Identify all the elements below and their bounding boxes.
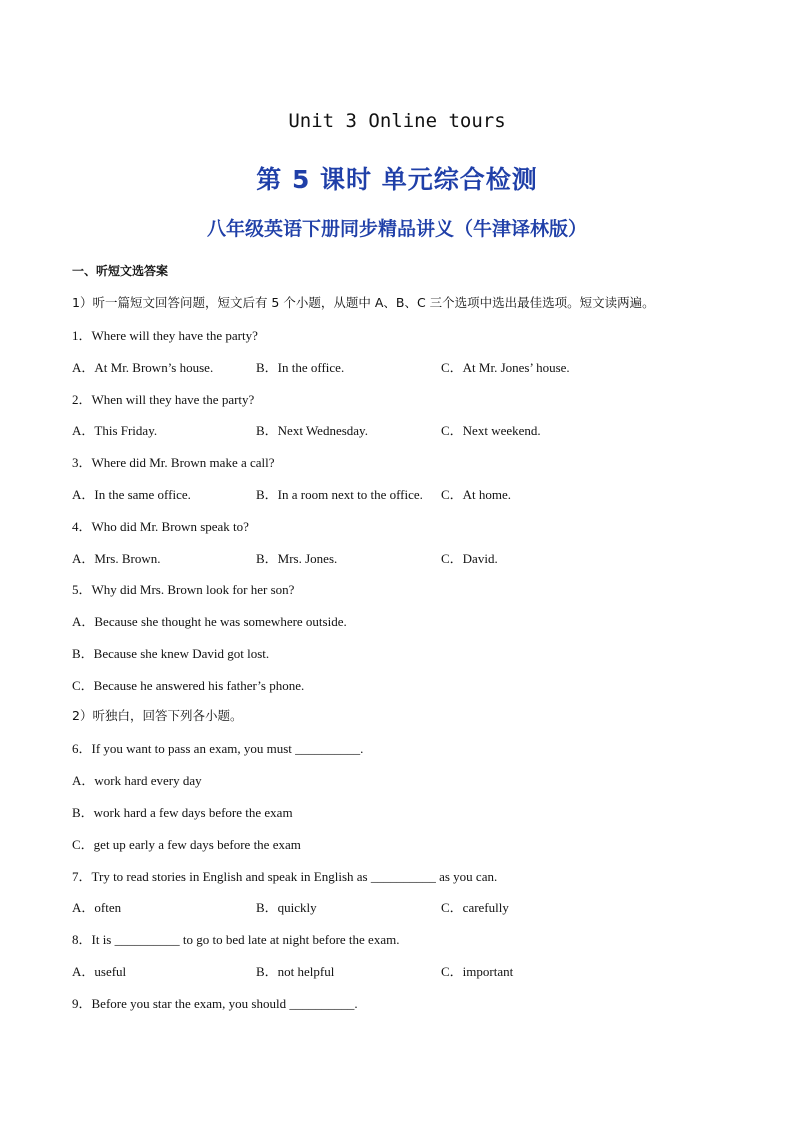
question-3-option-c: C．At home. xyxy=(441,487,512,502)
question-2-option-a: A．This Friday. xyxy=(72,423,158,438)
question-6-option-a: A．work hard every day xyxy=(72,773,202,788)
lesson-title: 第 5 课时 单元综合检测 xyxy=(256,165,538,194)
unit-title: Unit 3 Online tours xyxy=(288,110,506,132)
question-2-option-b: B．Next Wednesday. xyxy=(256,423,368,438)
question-8-option-b: B．not helpful xyxy=(256,964,335,979)
question-7-option-c: C．carefully xyxy=(441,900,509,915)
question-4-option-b: B．Mrs. Jones. xyxy=(256,551,338,566)
question-5-option-c: C．Because he answered his father’s phone. xyxy=(72,678,305,693)
question-8-option-c: C．important xyxy=(441,964,514,979)
question-2-stem: 2．When will they have the party? xyxy=(72,392,255,407)
question-6-option-c: C．get up early a few days before the exam xyxy=(72,837,301,852)
section-heading-listening: 一、听短文选答案 xyxy=(72,264,169,278)
question-6-stem: 6．If you want to pass an exam, you must __________. xyxy=(72,741,364,756)
question-7-option-b: B．quickly xyxy=(256,900,317,915)
question-9-stem: 9．Before you star the exam, you should __________. xyxy=(72,996,358,1011)
question-1-option-a: A．At Mr. Brown’s house. xyxy=(72,360,214,375)
part2-instruction: 2）听独白，回答下列各小题。 xyxy=(72,708,243,723)
question-1-option-c: C．At Mr. Jones’ house. xyxy=(441,360,570,375)
question-5-stem: 5．Why did Mrs. Brown look for her son? xyxy=(72,582,295,597)
question-5-option-b: B．Because she knew David got lost. xyxy=(72,646,270,661)
question-7-stem: 7．Try to read stories in English and speak in English as __________ as you can. xyxy=(72,869,498,884)
question-1-stem: 1．Where will they have the party? xyxy=(72,328,258,343)
question-3-option-a: A．In the same office. xyxy=(72,487,191,502)
question-3-option-b: B．In a room next to the office. xyxy=(256,487,423,502)
question-5-option-a: A．Because she thought he was somewhere outside. xyxy=(72,614,347,629)
question-4-option-c: C．David. xyxy=(441,551,498,566)
question-2-option-c: C．Next weekend. xyxy=(441,423,541,438)
question-7-option-a: A．often xyxy=(72,900,122,915)
document-subtitle: 八年级英语下册同步精品讲义（牛津译林版） xyxy=(206,218,587,240)
question-8-option-a: A．useful xyxy=(72,964,127,979)
question-1-option-b: B．In the office. xyxy=(256,360,345,375)
question-8-stem: 8．It is __________ to go to bed late at night before the exam. xyxy=(72,932,400,947)
question-4-option-a: A．Mrs. Brown. xyxy=(72,551,161,566)
question-4-stem: 4．Who did Mr. Brown speak to? xyxy=(72,519,249,534)
part1-instruction: 1）听一篇短文回答问题，短文后有 5 个小题，从题中 A、B、C 三个选项中选出最佳选项。短文读两遍。 xyxy=(72,295,655,310)
question-6-option-b: B．work hard a few days before the exam xyxy=(72,805,293,820)
question-3-stem: 3．Where did Mr. Brown make a call? xyxy=(72,455,275,470)
